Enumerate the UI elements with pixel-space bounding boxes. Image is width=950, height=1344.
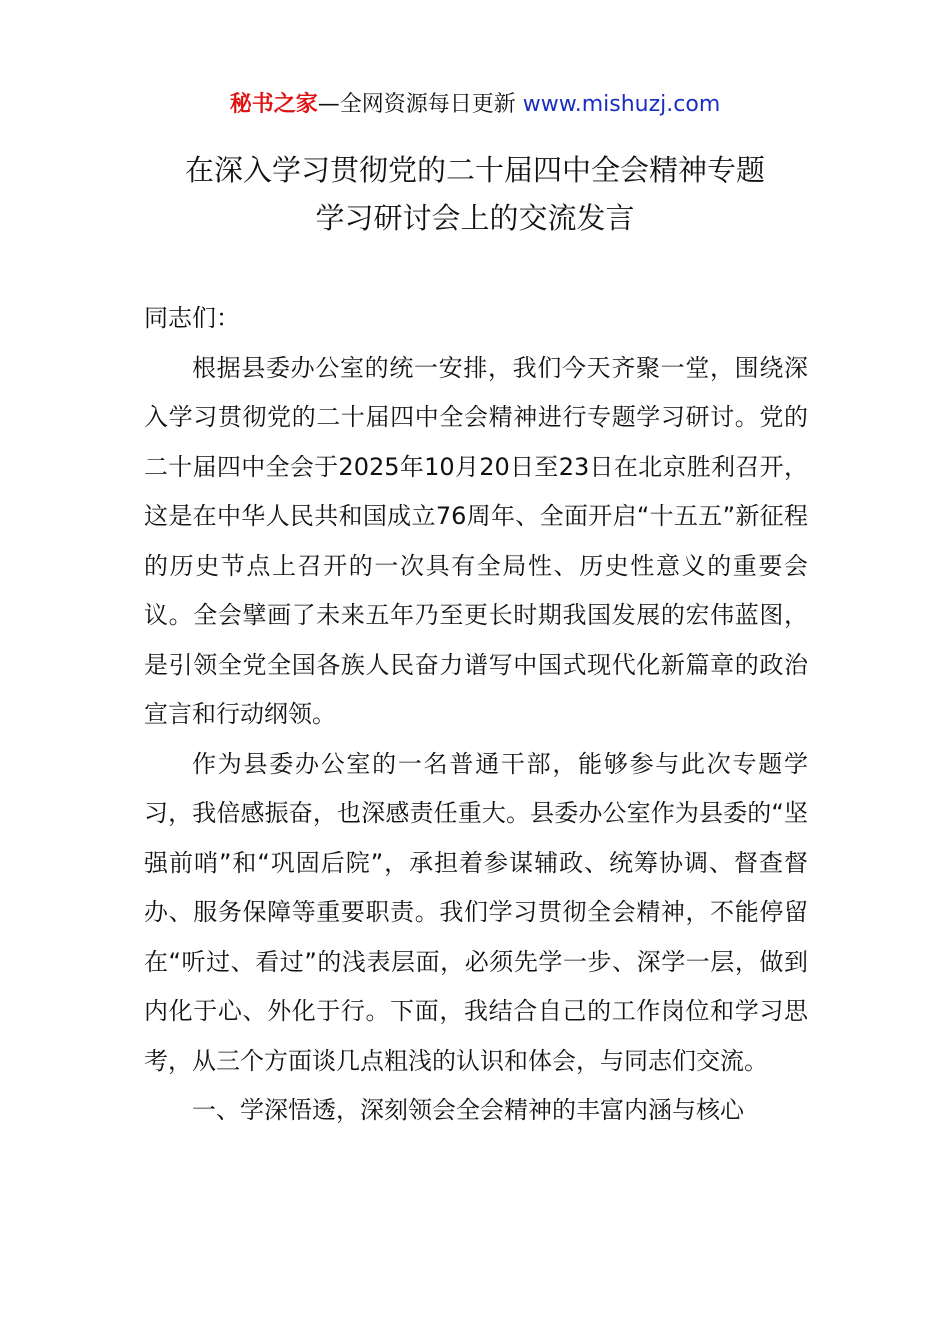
brand-name: 秘书之家 xyxy=(229,92,318,117)
document-body xyxy=(144,294,808,1136)
title-line-2: 学习研讨会上的交流发言 xyxy=(315,201,635,235)
header-tagline: —全网资源每日更新 xyxy=(317,92,523,117)
title-line-1: 在深入学习贯彻党的二十届四中全会精神专题 xyxy=(184,153,765,187)
section-heading-1: 一、学深悟透，深刻领会全会精神的丰富内涵与核心 xyxy=(192,1096,744,1124)
site-header xyxy=(0,88,950,122)
site-url-link[interactable]: www.mishuzj.com xyxy=(522,92,721,117)
paragraph-1: 根据县委办公室的统一安排，我们今天齐聚一堂，围绕深入学习贯彻党的二十届四中全会精神进行专题学习研讨。党的二十届四中全会于2025年10月20日至23日在北京胜利召开，这是在中华人民共和国成立76周年、全面开启“十五五”新征程的历史节点上召开的一次具有全局性、历史性意义的重要会议。全会擘画了未来五年乃至更长时期我国发展的宏伟蓝图，是引领全党全国各族人民奋力谱写中国式现代化新篇章的政治宣言和行动纲领。 xyxy=(144,353,808,728)
document-title xyxy=(0,146,950,242)
paragraph-2: 作为县委办公室的一名普通干部，能够参与此次专题学习，我倍感振奋，也深感责任重大。县委办公室作为县委的“坚强前哨”和“巩固后院”，承担着参谋辅政、统筹协调、督查督办、服务保障等重要职责。我们学习贯彻全会精神，不能停留在“听过、看过”的浅表层面，必须先学一步、深学一层，做到内化于心、外化于行。下面，我结合自己的工作岗位和学习思考，从三个方面谈几点粗浅的认识和体会，与同志们交流。 xyxy=(144,749,808,1075)
salutation: 同志们： xyxy=(144,304,240,332)
